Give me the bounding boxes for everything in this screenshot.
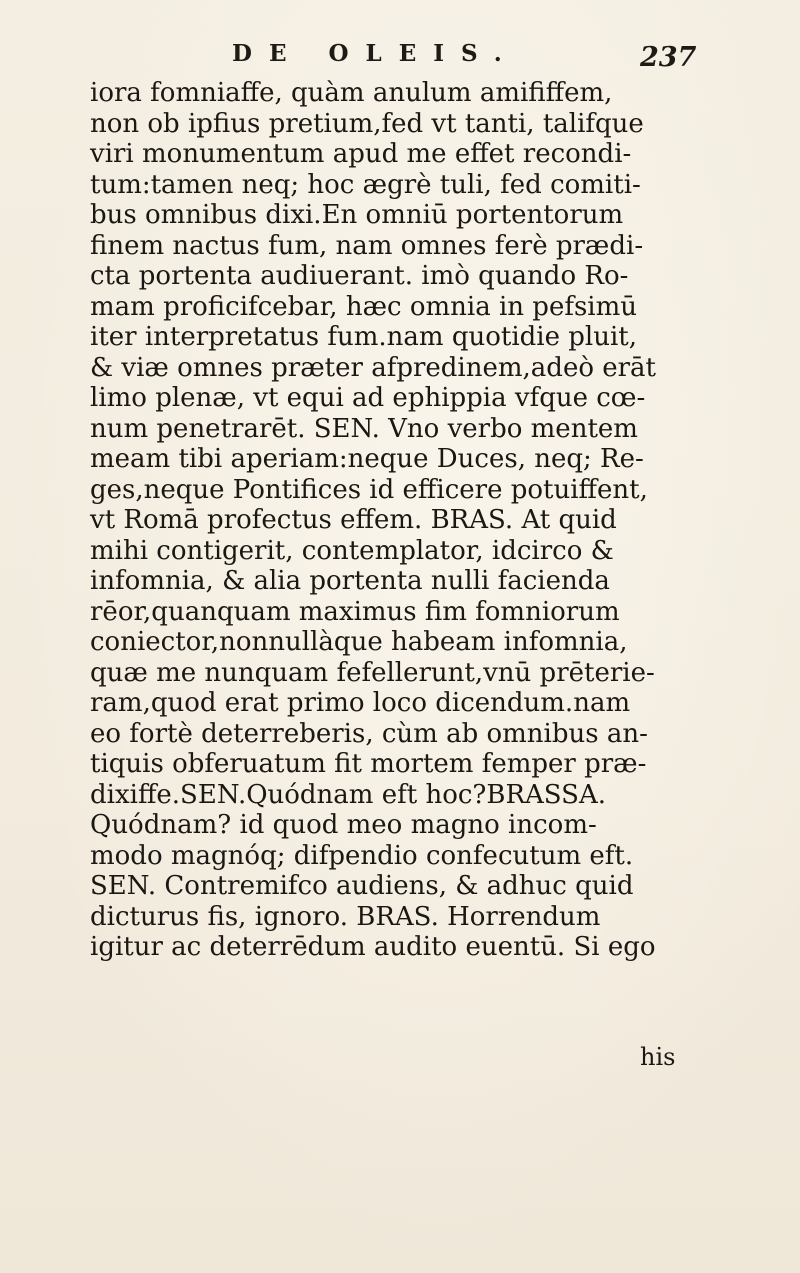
text-line: rēor,quanquam maximus fim fomniorum	[90, 596, 620, 627]
page-header	[0, 38, 800, 78]
text-line: non ob ipfius pretium,fed vt tanti, talifque	[90, 108, 644, 139]
page-number: 237	[640, 42, 697, 73]
text-line: mihi contigerit, contemplator, idcirco &	[90, 535, 614, 566]
text-line: quæ me nunquam fefellerunt,vnū prēterie-	[90, 657, 655, 688]
text-line: Quódnam? id quod meo magno incom-	[90, 810, 597, 840]
text-line: viri monumentum apud me effet recondi-	[90, 139, 632, 169]
text-line: finem nactus fum, nam omnes ferè prædi-	[90, 230, 644, 261]
text-line: vt Romā profectus effem. BRAS. At quid	[90, 505, 617, 535]
text-line: mam proficifcebar, hæc omnia in pefsimū	[90, 291, 638, 322]
text-line: meam tibi aperiam:neque Duces, neq; Re-	[90, 444, 644, 474]
text-line: eo fortè deterreberis, cùm ab omnibus an-	[90, 718, 648, 749]
text-line: infomnia, & alia portenta nulli facienda	[90, 566, 610, 596]
text-line: tiquis obferuatum fit mortem femper præ-	[90, 749, 647, 779]
text-line: & viæ omnes præter afpredinem,adeò erāt	[90, 352, 657, 383]
catchword: his	[640, 1043, 676, 1071]
body-text	[90, 78, 710, 963]
text-line: SEN. Contremifco audiens, & adhuc quid	[90, 871, 634, 901]
running-head: DE OLEIS.	[232, 40, 519, 67]
text-line: num penetrarēt. SEN. Vno verbo mentem	[90, 413, 638, 444]
text-line: ram,quod erat primo loco dicendum.nam	[90, 688, 631, 718]
text-line: cta portenta audiuerant. imò quando Ro-	[90, 261, 629, 291]
text-line: ges,neque Pontifices id efficere potuiffent,	[90, 474, 648, 505]
text-line: igitur ac deterrēdum audito euentū. Si ego	[90, 932, 656, 962]
text-line: iora fomniaffe, quàm anulum amififfem,	[90, 78, 613, 108]
text-line: dixiffe.SEN.Quódnam eft hoc?BRASSA.	[90, 779, 607, 810]
text-line: tum:tamen neq; hoc ægrè tuli, fed comiti-	[90, 169, 641, 200]
text-line: bus omnibus dixi.En omniū portentorum	[90, 200, 624, 230]
text-line: limo plenæ, vt equi ad ephippia vfque cœ-	[90, 383, 646, 413]
text-line: iter interpretatus fum.nam quotidie pluit,	[90, 322, 637, 352]
text-line: dicturus fis, ignoro. BRAS. Horrendum	[90, 901, 601, 932]
text-line: modo magnóq; difpendio confecutum eft.	[90, 840, 634, 871]
text-line: coniector,nonnullàque habeam infomnia,	[90, 627, 628, 657]
